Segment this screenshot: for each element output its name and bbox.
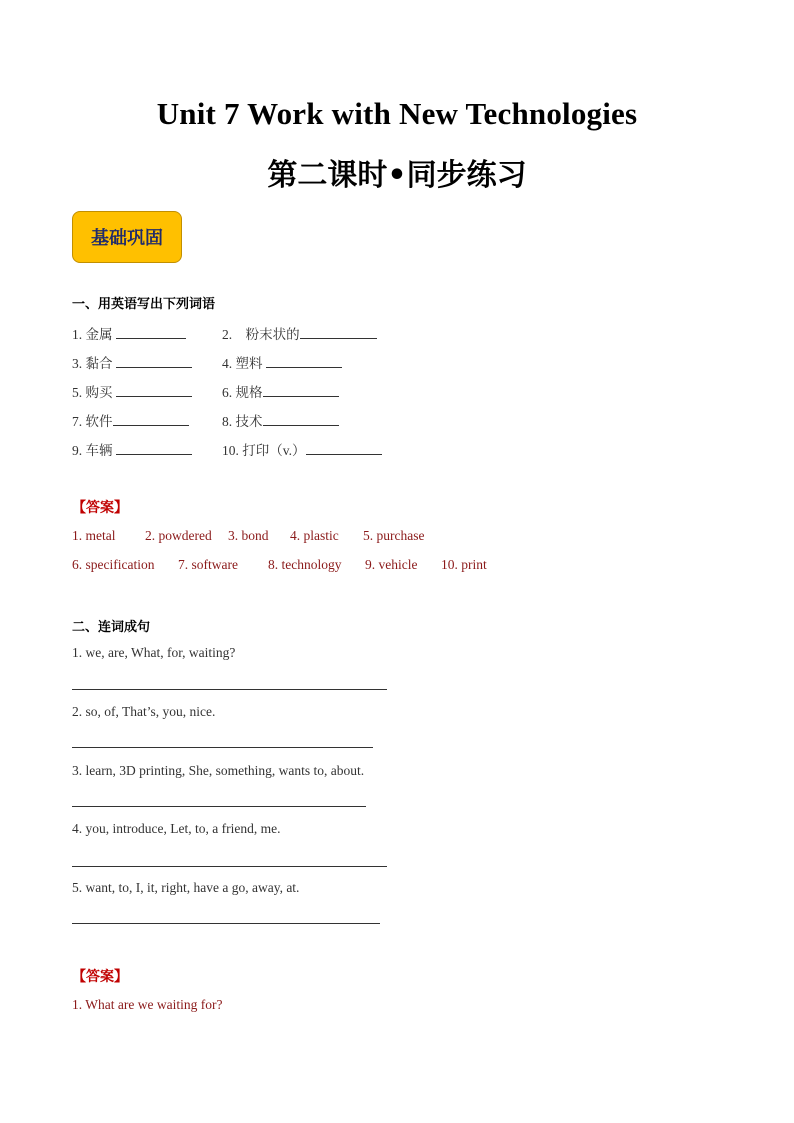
answer-item: 7. software xyxy=(178,557,238,572)
answer-item: 4. plastic xyxy=(290,528,339,543)
vocab-item-5 xyxy=(72,381,192,401)
answer-line[interactable] xyxy=(72,747,373,748)
vocab-item-9 xyxy=(72,439,192,459)
section2-heading: 二、连词成句 xyxy=(72,620,151,635)
answer-blank[interactable] xyxy=(113,413,189,426)
vocab-label: 9. 车辆 xyxy=(72,443,113,458)
answer-blank[interactable] xyxy=(116,355,192,368)
answer-line[interactable] xyxy=(72,806,366,807)
vocab-item-1 xyxy=(72,323,186,343)
vocab-item-7 xyxy=(72,410,189,430)
answer-item: 10. print xyxy=(441,557,487,572)
answer-blank[interactable] xyxy=(266,355,342,368)
question-5: 5. want, to, I, it, right, have a go, away, at. xyxy=(72,880,300,895)
vocab-item-6 xyxy=(222,381,339,401)
answer-item: 6. specification xyxy=(72,557,155,572)
vocab-label: 7. 软件 xyxy=(72,414,113,429)
vocab-label: 1. 金属 xyxy=(72,327,113,342)
vocab-label: 4. 塑料 xyxy=(222,356,263,371)
answer-item: 5. purchase xyxy=(363,528,425,543)
question-2: 2. so, of, That’s, you, nice. xyxy=(72,704,216,719)
answer-tag: 【答案】 xyxy=(72,500,128,516)
vocab-label: 5. 购买 xyxy=(72,385,113,400)
vocab-label: 3. 黏合 xyxy=(72,356,113,371)
answer-item: 2. powdered xyxy=(145,528,212,543)
answer-blank[interactable] xyxy=(116,384,192,397)
vocab-item-8 xyxy=(222,410,339,430)
vocab-label: 10. 打印（v.） xyxy=(222,443,306,458)
answer-item: 8. technology xyxy=(268,557,342,572)
answer-blank[interactable] xyxy=(263,384,339,397)
answer-line[interactable] xyxy=(72,923,380,924)
question-1: 1. we, are, What, for, waiting? xyxy=(72,645,236,660)
section-badge: 基础巩固 xyxy=(72,211,182,263)
vocab-item-4 xyxy=(222,352,342,372)
answer-item: 3. bond xyxy=(228,528,269,543)
section1-heading: 一、用英语写出下列词语 xyxy=(72,297,216,312)
answer-item: 1. metal xyxy=(72,528,116,543)
answer-blank[interactable] xyxy=(300,326,377,339)
answer-line[interactable] xyxy=(72,689,387,690)
page-title: Unit 7 Work with New Technologies xyxy=(156,96,638,131)
answer-blank[interactable] xyxy=(306,442,382,455)
page-subtitle: 第二课时•同步练习 xyxy=(267,158,527,193)
vocab-label: 6. 规格 xyxy=(222,385,263,400)
vocab-label: 2. 粉末状的 xyxy=(222,327,300,342)
question-4: 4. you, introduce, Let, to, a friend, me. xyxy=(72,821,281,836)
vocab-item-10 xyxy=(222,439,382,459)
answer-tag: 【答案】 xyxy=(72,969,128,985)
vocab-item-2 xyxy=(222,323,377,343)
vocab-item-3 xyxy=(72,352,192,372)
answer-blank[interactable] xyxy=(263,413,339,426)
answer-item: 9. vehicle xyxy=(365,557,418,572)
answer-line[interactable] xyxy=(72,866,387,867)
answer-blank[interactable] xyxy=(116,326,186,339)
answer-blank[interactable] xyxy=(116,442,192,455)
question-3: 3. learn, 3D printing, She, something, wants to, about. xyxy=(72,763,365,778)
answer-item: 1. What are we waiting for? xyxy=(72,997,223,1012)
vocab-label: 8. 技术 xyxy=(222,414,263,429)
